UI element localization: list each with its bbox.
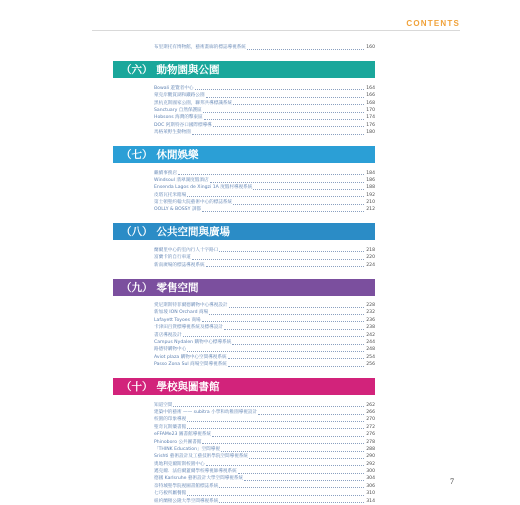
toc-entry[interactable] (113, 84, 375, 91)
section-banner[interactable] (113, 378, 375, 395)
toc-entry-page: 242 (366, 332, 375, 338)
toc-entry-page: 272 (366, 424, 375, 430)
toc-entry[interactable] (113, 177, 375, 184)
toc-section (113, 378, 375, 504)
toc-entry[interactable] (113, 497, 375, 504)
dot-leader (192, 134, 364, 135)
section-number: （九） (121, 281, 153, 294)
toc-entry-title: 繼續事務店 (154, 170, 177, 176)
toc-entry[interactable] (113, 490, 375, 497)
toc-entry[interactable] (113, 339, 375, 346)
dot-leader (173, 406, 364, 407)
section-number: （七） (121, 149, 153, 162)
dot-leader (219, 487, 364, 488)
toc-entry-title: Campus Nydalen 購物中心標導系統 (154, 339, 232, 345)
toc-entry-page: 270 (366, 417, 375, 423)
toc-section (113, 61, 375, 136)
section-title: 動物園與公園 (156, 64, 220, 77)
dot-leader (187, 428, 364, 429)
toc-entry[interactable] (113, 468, 375, 475)
toc-entry-title: 書店導視設計 (154, 332, 182, 338)
toc-entry[interactable] (113, 92, 375, 99)
header-word: CONTENTS (406, 19, 460, 28)
toc-entry[interactable] (113, 453, 375, 460)
toc-entry-title: 新南廣場的標誌導視系統 (154, 262, 205, 268)
toc-entry-page: 276 (366, 432, 375, 438)
toc-entry-title: Ensenda Lagos de Xingzi 1A 度假村導視系統 (154, 185, 253, 191)
toc-entry-page: 310 (366, 491, 375, 497)
dot-leader (202, 443, 364, 444)
toc-entry-page: 188 (366, 185, 375, 191)
toc-entry[interactable] (113, 107, 375, 114)
toc-entry-title: Sanctuary 自然保護區 (154, 107, 202, 113)
dot-leader (233, 204, 364, 205)
toc-entry-page: 166 (366, 93, 375, 99)
toc-entry-title: OOLLY & BOSSY 訓都 (154, 207, 202, 213)
toc-entry-page: 224 (366, 262, 375, 268)
toc-entry-title: 聖奇瓦斯藥書館 (154, 424, 187, 430)
toc-entry-page: 192 (366, 192, 375, 198)
toc-entry-page: 254 (366, 354, 375, 360)
toc-entry-page: 306 (366, 483, 375, 489)
toc-section (113, 279, 375, 369)
toc-entry-page: 314 (366, 498, 375, 504)
header-rule (92, 30, 460, 31)
toc-entry-title: Srishti 藝術設計及工藝技術學院空間導視系統 (154, 454, 249, 460)
toc-entry[interactable] (113, 460, 375, 467)
toc-entry[interactable] (113, 409, 375, 416)
toc-section (113, 146, 375, 213)
section-banner[interactable] (113, 223, 375, 240)
toc-entry-title: 蘭爾里中心的室內行人十字路口 (154, 247, 219, 253)
toc-entry-title: 校園的印象導視 (154, 417, 187, 423)
toc-entry-page: 238 (366, 325, 375, 331)
toc-entry[interactable] (113, 346, 375, 353)
toc-section (113, 223, 375, 268)
section-title: 零售空間 (156, 281, 199, 294)
toc-entry-page: 304 (366, 476, 375, 482)
toc-entry-title: 邁克爾．法伯爾蓋爾學校導視師導視系統 (154, 469, 237, 475)
toc-entry-page: 266 (366, 409, 375, 415)
toc-entry[interactable] (113, 184, 375, 191)
dot-leader (233, 104, 364, 105)
toc-entry-title: eFFAMe23 圖書館導視系統 (154, 432, 212, 438)
toc-entry[interactable] (113, 206, 375, 213)
toc-entry-page: 262 (366, 402, 375, 408)
dot-leader (209, 314, 364, 315)
toc-entry-page: 212 (366, 207, 375, 213)
dot-leader (202, 211, 364, 212)
page-number: 7 (450, 477, 454, 486)
toc-entry[interactable] (113, 482, 375, 489)
toc-entry-title: Aviot plaza 購物中心空間導視系統 (154, 354, 227, 360)
toc-entry-title: 愛尼斯斯特菲爾德購物中心導視設計 (154, 303, 228, 309)
toc-entry[interactable] (113, 361, 375, 368)
toc-content (113, 44, 375, 505)
dot-leader (219, 251, 364, 252)
section-banner[interactable] (113, 279, 375, 296)
toc-entry-page: 248 (366, 347, 375, 353)
toc-entry[interactable] (113, 309, 375, 316)
dot-leader (206, 465, 364, 466)
dot-leader (249, 458, 364, 459)
section-title: 公共空間與廣場 (156, 226, 230, 239)
toc-entry[interactable] (113, 438, 375, 445)
toc-entry[interactable] (113, 114, 375, 121)
dot-leader (206, 266, 364, 267)
toc-entry-page: 176 (366, 122, 375, 128)
dot-leader (183, 336, 364, 337)
section-number: （六） (121, 64, 153, 77)
toc-entry-page: 164 (366, 85, 375, 91)
section-banner[interactable] (113, 61, 375, 78)
toc-entry[interactable] (113, 44, 375, 51)
dot-leader (213, 126, 364, 127)
dot-leader (221, 451, 364, 452)
toc-entry-title: 布里斯托有博物館，藝術畫廊的標誌導視系統 (154, 45, 246, 51)
toc-entry-title: 路德特購物中心 (154, 347, 187, 353)
toc-entry-title: 奈特城聖學院視圖書館標誌系統 (154, 483, 219, 489)
toc-entry[interactable] (113, 324, 375, 331)
dot-leader (228, 358, 364, 359)
toc-entry-page: 300 (366, 469, 375, 475)
dot-leader (195, 89, 364, 90)
dot-leader (238, 473, 364, 474)
dot-leader (187, 196, 364, 197)
toc-entry[interactable] (113, 246, 375, 253)
dot-leader (202, 321, 364, 322)
dot-leader (229, 307, 364, 308)
toc-entry-page: 160 (366, 45, 375, 51)
toc-entry[interactable] (113, 121, 375, 128)
dot-leader (244, 480, 364, 481)
dot-leader (219, 502, 364, 503)
section-title: 學校與圖書館 (156, 381, 220, 394)
toc-entry-title: 「THINK Education」空間導視 (154, 446, 220, 452)
toc-entry[interactable] (113, 302, 375, 309)
toc-entry-page: 184 (366, 170, 375, 176)
toc-entry-title: 知道空間 (154, 402, 173, 408)
dot-leader (232, 344, 364, 345)
toc-entry-title: 富蘭卡的自行車道 (154, 255, 191, 261)
toc-entry-title: 紐約蘭頓公隆大學空間導視系統 (154, 498, 219, 504)
toc-entry-page: 232 (366, 310, 375, 316)
toc-entry[interactable] (113, 316, 375, 323)
toc-entry-page: 288 (366, 446, 375, 452)
toc-entry-title: 蒙克岸觀賞湖和鐵路公園 (154, 93, 205, 99)
toc-entry-page: 244 (366, 339, 375, 345)
toc-entry[interactable] (113, 331, 375, 338)
toc-entry-page: 170 (366, 107, 375, 113)
toc-entry-title: 七巧板所屬餐館 (154, 491, 187, 497)
toc-entry-page: 220 (366, 255, 375, 261)
toc-entry-title: Passo Zona Sul 商場空間導視系統 (154, 362, 227, 368)
toc-entry[interactable] (113, 261, 375, 268)
toc-entry[interactable] (113, 353, 375, 360)
toc-entry[interactable] (113, 423, 375, 430)
toc-entry-page: 290 (366, 454, 375, 460)
toc-entry-page: 228 (366, 303, 375, 309)
dot-leader (210, 182, 364, 183)
toc-entry-title: Lafayett Toyoes 商場 (154, 317, 201, 323)
dot-leader (206, 97, 364, 98)
toc-entry-title: 馬格萊野生動物園 (154, 130, 191, 136)
toc-entry-title: 皮塔瓦托米賭場 (154, 192, 187, 198)
dot-leader (258, 414, 364, 415)
toc-entry-title: Windsoul 翡翠湖度假酒店 (154, 177, 209, 183)
toc-entry-page: 218 (366, 247, 375, 253)
dot-leader (203, 112, 364, 113)
toc-entry-title: 卡津田百貨標導視系統及標導設計 (154, 325, 223, 331)
dot-leader (253, 189, 364, 190)
toc-entry[interactable] (113, 199, 375, 206)
dot-leader (212, 436, 364, 437)
toc-entry[interactable] (113, 431, 375, 438)
toc-entry-title: 第士頓聖約翰大院藝術中心的標誌系統 (154, 200, 233, 206)
toc-entry-page: 210 (366, 200, 375, 206)
toc-entry-title: DOC 阿斯特谷口國際標導導 (154, 122, 212, 128)
toc-entry-page: 292 (366, 461, 375, 467)
toc-entry[interactable] (113, 99, 375, 106)
section-number: （八） (121, 226, 153, 239)
toc-entry-page: 236 (366, 317, 375, 323)
toc-entry[interactable] (113, 129, 375, 136)
toc-entry[interactable] (113, 475, 375, 482)
dot-leader (192, 259, 364, 260)
dot-leader (204, 119, 364, 120)
toc-entry[interactable] (113, 446, 375, 453)
dot-leader (178, 174, 364, 175)
toc-entry-title: Bowali 遊覽者中心 (154, 85, 194, 91)
toc-entry-title: 黑杭克斯國家公園，聯邦共導標識系統 (154, 100, 233, 106)
section-banner[interactable] (113, 146, 375, 163)
toc-entry[interactable] (113, 169, 375, 176)
dot-leader (247, 49, 364, 50)
toc-entry[interactable] (113, 191, 375, 198)
toc-entry-title: 建築中的藝術 —— subitra 小學和幼稚園導視設計 (154, 409, 258, 415)
dot-leader (187, 351, 364, 352)
toc-entry[interactable] (113, 401, 375, 408)
toc-entry[interactable] (113, 416, 375, 423)
toc-entry[interactable] (113, 254, 375, 261)
dot-leader (187, 421, 364, 422)
dot-leader (224, 329, 364, 330)
toc-entry-page: 168 (366, 100, 375, 106)
toc-entry-page: 278 (366, 439, 375, 445)
dot-leader (187, 495, 364, 496)
dot-leader (228, 366, 364, 367)
toc-entry-title: Hobsons 海灣的擊東區 (154, 115, 203, 121)
toc-entry-page: 186 (366, 177, 375, 183)
toc-entry-title: 奧地利克爾斯斯校園中心 (154, 461, 205, 467)
section-title: 休閒娛樂 (156, 149, 199, 162)
toc-entry-title: Phinoboro 公共圖書館 (154, 439, 202, 445)
toc-entry-page: 174 (366, 115, 375, 121)
toc-entry-title: 德國 Karlsruhe 藝術設計大學空間導視系統 (154, 476, 244, 482)
toc-entry-page: 180 (366, 130, 375, 136)
toc-entry-page: 256 (366, 362, 375, 368)
toc-entry-title: 新加坡 ION Orchard 商場 (154, 310, 209, 316)
section-number: （十） (121, 381, 153, 394)
